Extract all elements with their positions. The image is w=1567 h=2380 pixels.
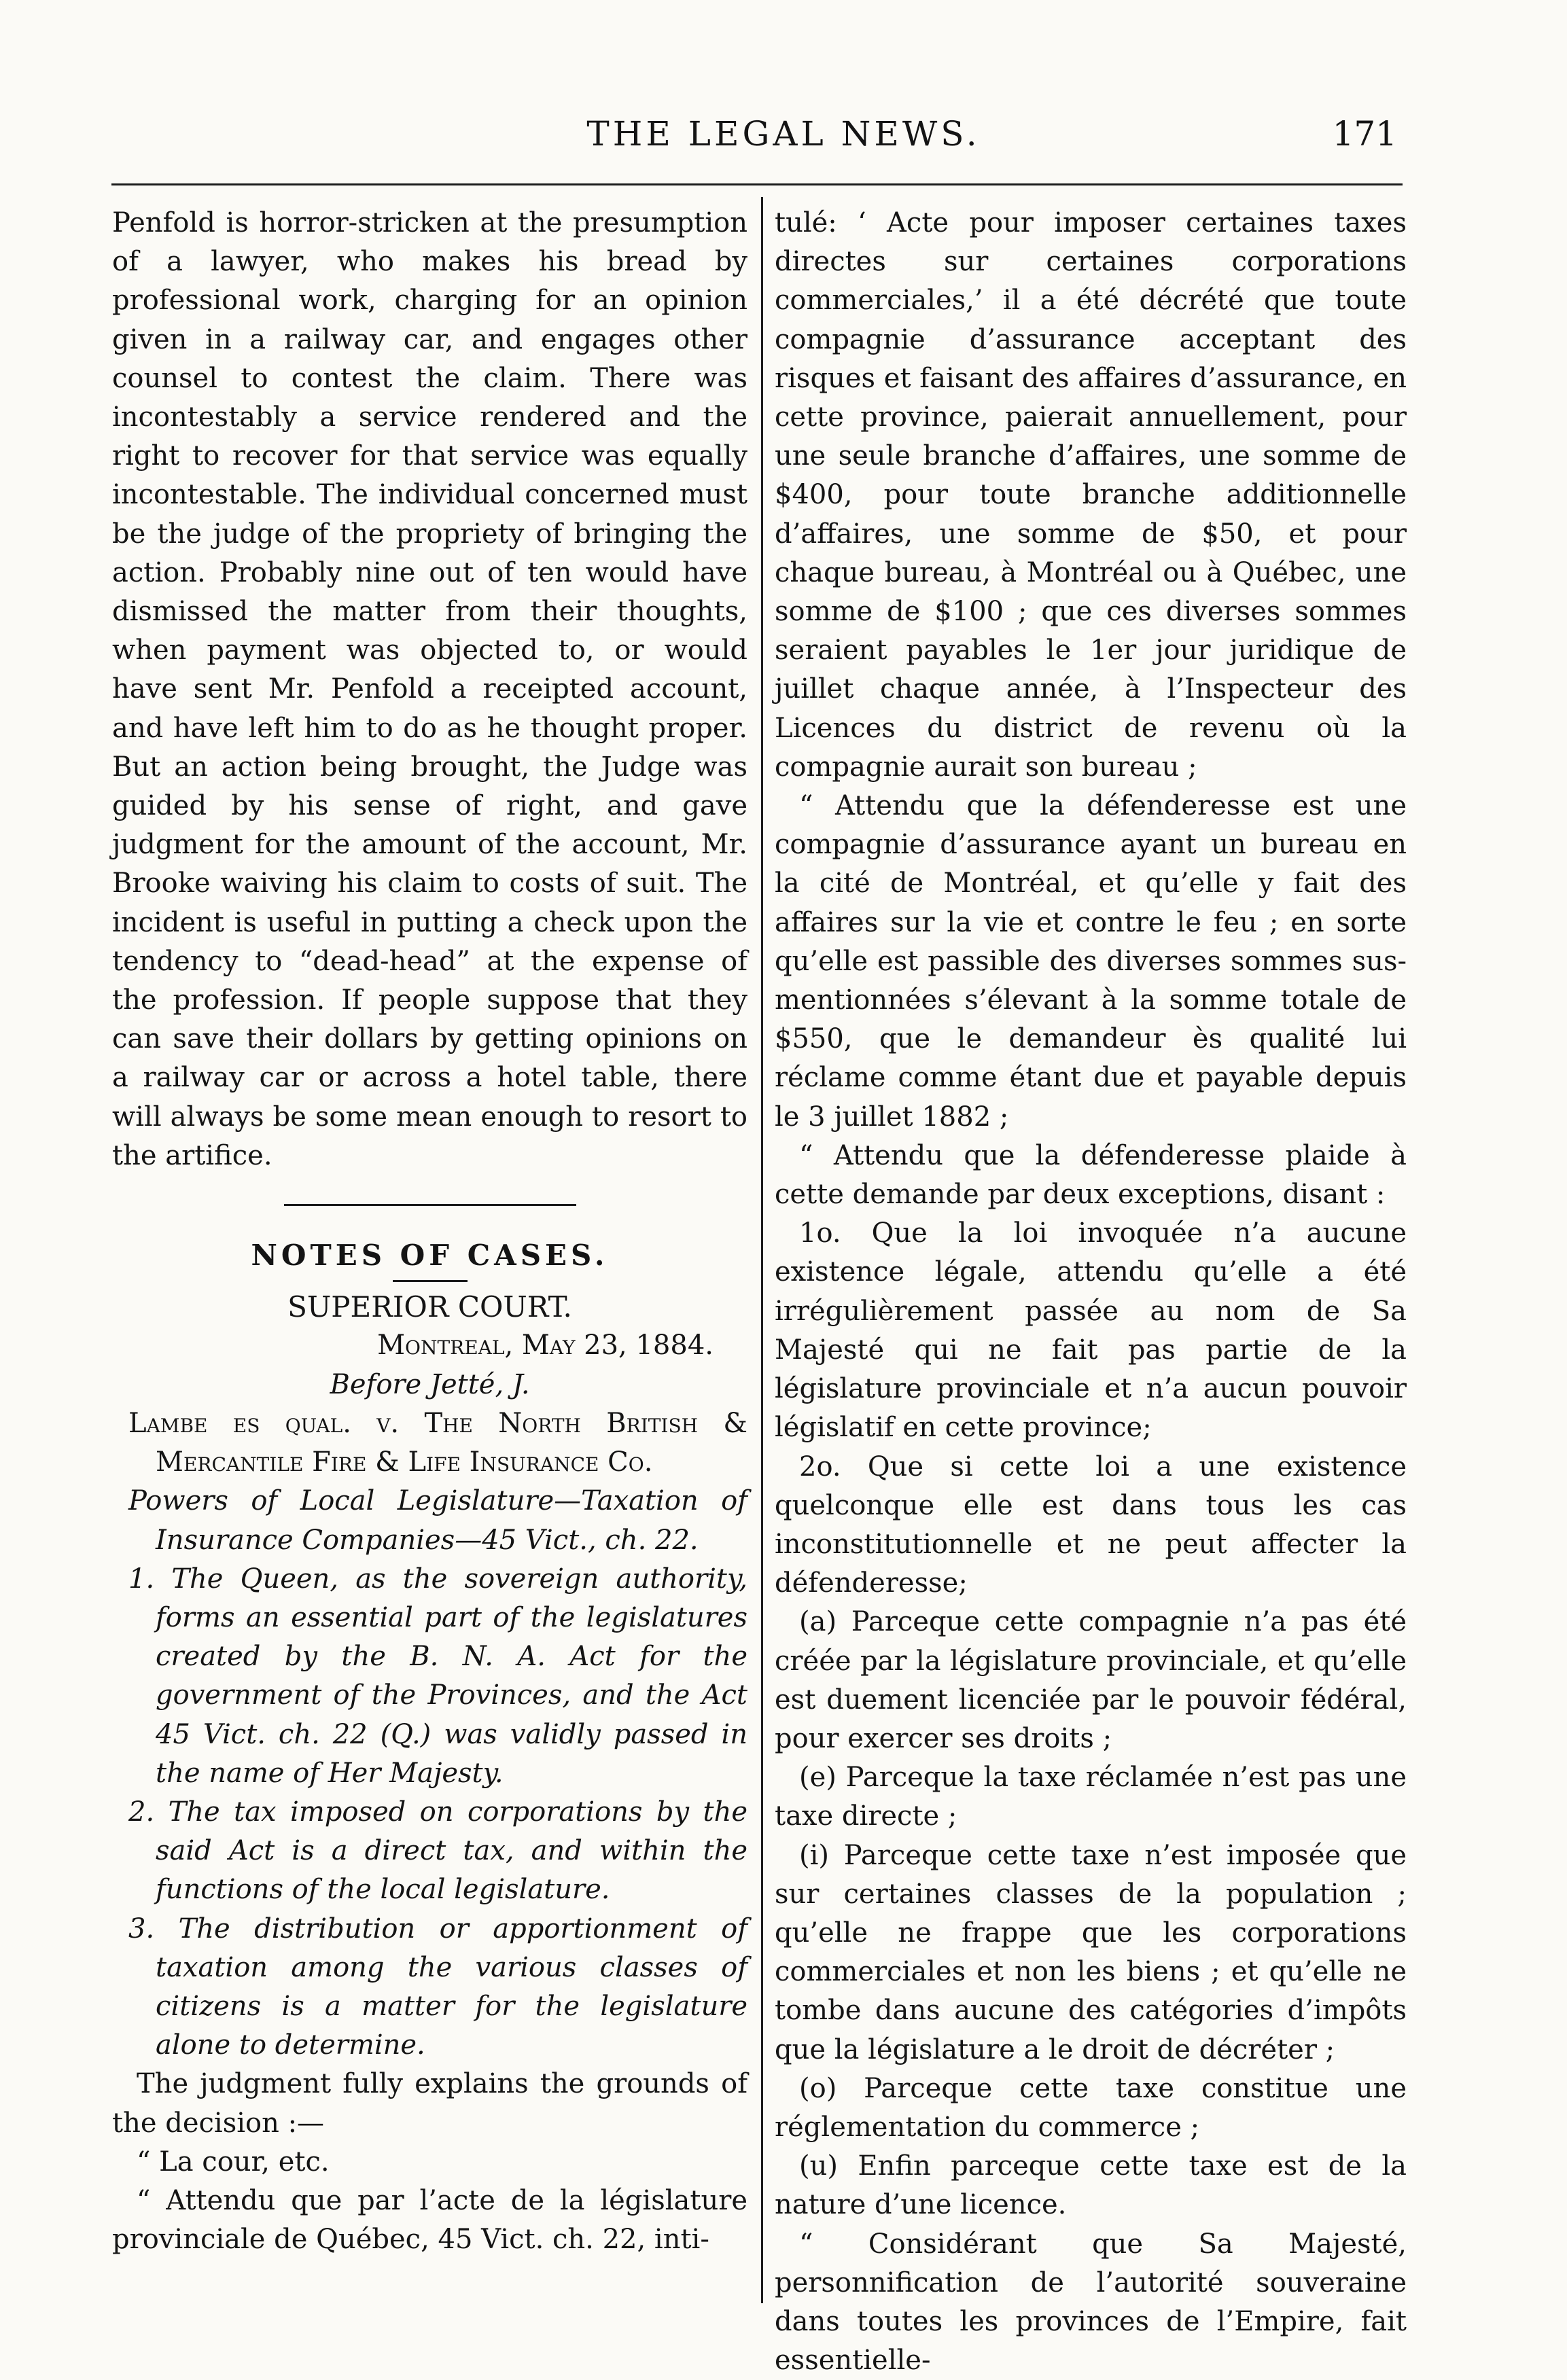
before-judge: Before Jetté, J. <box>330 1368 530 1400</box>
judgment-paragraph: “ Attendu que la défenderesse est une compagnie d’assurance ayant un bureau en la cité de Montréal, et qu’elle y fait des affaires sur la vie et contre le feu ; en sorte qu’elle est passible des diverses sommes sus-mentionnées s’élevant à la somme totale de $550, que le demandeur ès qualité lui réclame comme étant due et payable depuis le 3 juillet 1882 ; <box>775 790 1407 1133</box>
left-column <box>112 204 747 2259</box>
section-title: NOTES OF CASES. <box>251 1239 609 1273</box>
court-name: SUPERIOR COURT. <box>287 1290 572 1324</box>
right-column <box>775 204 1407 2380</box>
column-divider <box>761 197 763 2303</box>
case-parties: Lambe es qual. v. The North British & Mercantile Fire & Life Insurance Co. <box>128 1407 747 1478</box>
section-divider <box>284 1204 576 1206</box>
judgment-paragraph: “ Considérant que Sa Majesté, personnification de l’autorité souveraine dans toutes les provinces de l’Empire, fait essentielle- <box>775 2228 1407 2377</box>
judgment-intro: The judgment fully explains the grounds of the decision :— <box>112 2068 747 2139</box>
judgment-paragraph: (o) Parceque cette taxe constitue une réglementation du commerce ; <box>775 2072 1407 2143</box>
judgment-attendu-start: “ Attendu que par l’acte de la législature provinciale de Québec, 45 Vict. ch. 22, inti- <box>112 2184 747 2256</box>
judgment-paragraph: (i) Parceque cette taxe n’est imposée que sur certaines classes de la population ; qu’elle ne frappe que les corporations commerciales et non les biens ; et qu’elle ne tombe dans aucune des catégories d’impôts que la législature a le droit de décréter ; <box>775 1839 1407 2065</box>
opening-paragraph: Penfold is horror-stricken at the presumption of a lawyer, who makes his bread by professional work, charging for an opinion given in a railway car, and engages other counsel to contest the claim. There was incontestably a service rendered and the right to recover for that service was equally incontestable. The individual concerned must be the judge of the propriety of bringing the action. Probably nine out of ten would have dismissed the matter from their thoughts, when payment was objected to, or would have sent Mr. Penfold a receipted account, and have left him to do as he thought proper. But an action being brought, the Judge was guided by his sense of right, and gave judgment for the amount of the account, Mr. Brooke waiving his claim to costs of suit. The incident is useful in putting a check upon the tendency to “dead-head” at the expense of the profession. If people suppose that they can save their dollars by getting opinions on a railway car or across a hotel table, there will always be some mean enough to resort to the artifice. <box>112 207 747 1171</box>
judgment-paragraph: 1o. Que la loi invoquée n’a aucune existence légale, attendu qu’elle a été irrégulièrement passée au nom de Sa Majesté qui ne fait pas partie de la législature provinciale et n’a aucun pouvoir législatif en cette province; <box>775 1218 1407 1444</box>
headnote-item: 2. The tax imposed on corporations by the said Act is a direct tax, and within the functions of the local legislature. <box>128 1796 747 1906</box>
page-header <box>0 109 1567 163</box>
dateline: Montreal, May 23, 1884. <box>377 1330 714 1362</box>
page-number: 171 <box>1332 114 1397 154</box>
judgment-la-cour: “ La cour, etc. <box>137 2146 330 2178</box>
judgment-paragraph: “ Attendu que la défenderesse plaide à cette demande par deux exceptions, disant : <box>775 1139 1407 1211</box>
judgment-paragraph: (u) Enfin parceque cette taxe est de la nature d’une licence. <box>775 2150 1407 2221</box>
headnote-item: 3. The distribution or apportionment of taxation among the various classes of citizens is a matter for the legislature alone to determine. <box>128 1913 747 2061</box>
section-title-rule <box>393 1280 468 1282</box>
judgment-paragraph: tulé: ‘ Acte pour imposer certaines taxes directes sur certaines corporations commerciales,’ il a été décrété que toute compagnie d’assurance acceptant des risques et faisant des affaires d’assurance, en cette province, paierait annuellement, pour une seule branche d’affaires, une somme de $400, pour toute branche additionnelle d’affaires, une somme de $50, et pour chaque bureau, à Montréal ou à Québec, une somme de $100 ; que ces diverses sommes seraient payables le 1er jour juridique de juillet chaque année, à l’Inspecteur des Licences du district de revenu où la compagnie aurait son bureau ; <box>775 207 1407 783</box>
headnote-item: 1. The Queen, as the sovereign authority, forms an essential part of the legislatures created by the B. N. A. Act for the government of the Provinces, and the Act 45 Vict. ch. 22 (Q.) was validly passed in the name of Her Majesty. <box>128 1563 747 1789</box>
header-rule <box>111 183 1403 185</box>
judgment-paragraph: (a) Parceque cette compagnie n’a pas été créée par la législature provinciale, et qu’elle est duement licenciée par le pouvoir fédéral, pour exercer ses droits ; <box>775 1606 1407 1754</box>
journal-title: THE LEGAL NEWS. <box>586 114 981 154</box>
judgment-paragraph: 2o. Que si cette loi a une existence quelconque elle est dans tous les cas inconstitutionnelle et ne peut affecter la défenderesse; <box>775 1451 1407 1599</box>
judgment-paragraph: (e) Parceque la taxe réclamée n’est pas une taxe directe ; <box>775 1762 1407 1832</box>
headnote-title: Powers of Local Legislature—Taxation of Insurance Companies—45 Vict., ch. 22. <box>128 1485 747 1556</box>
